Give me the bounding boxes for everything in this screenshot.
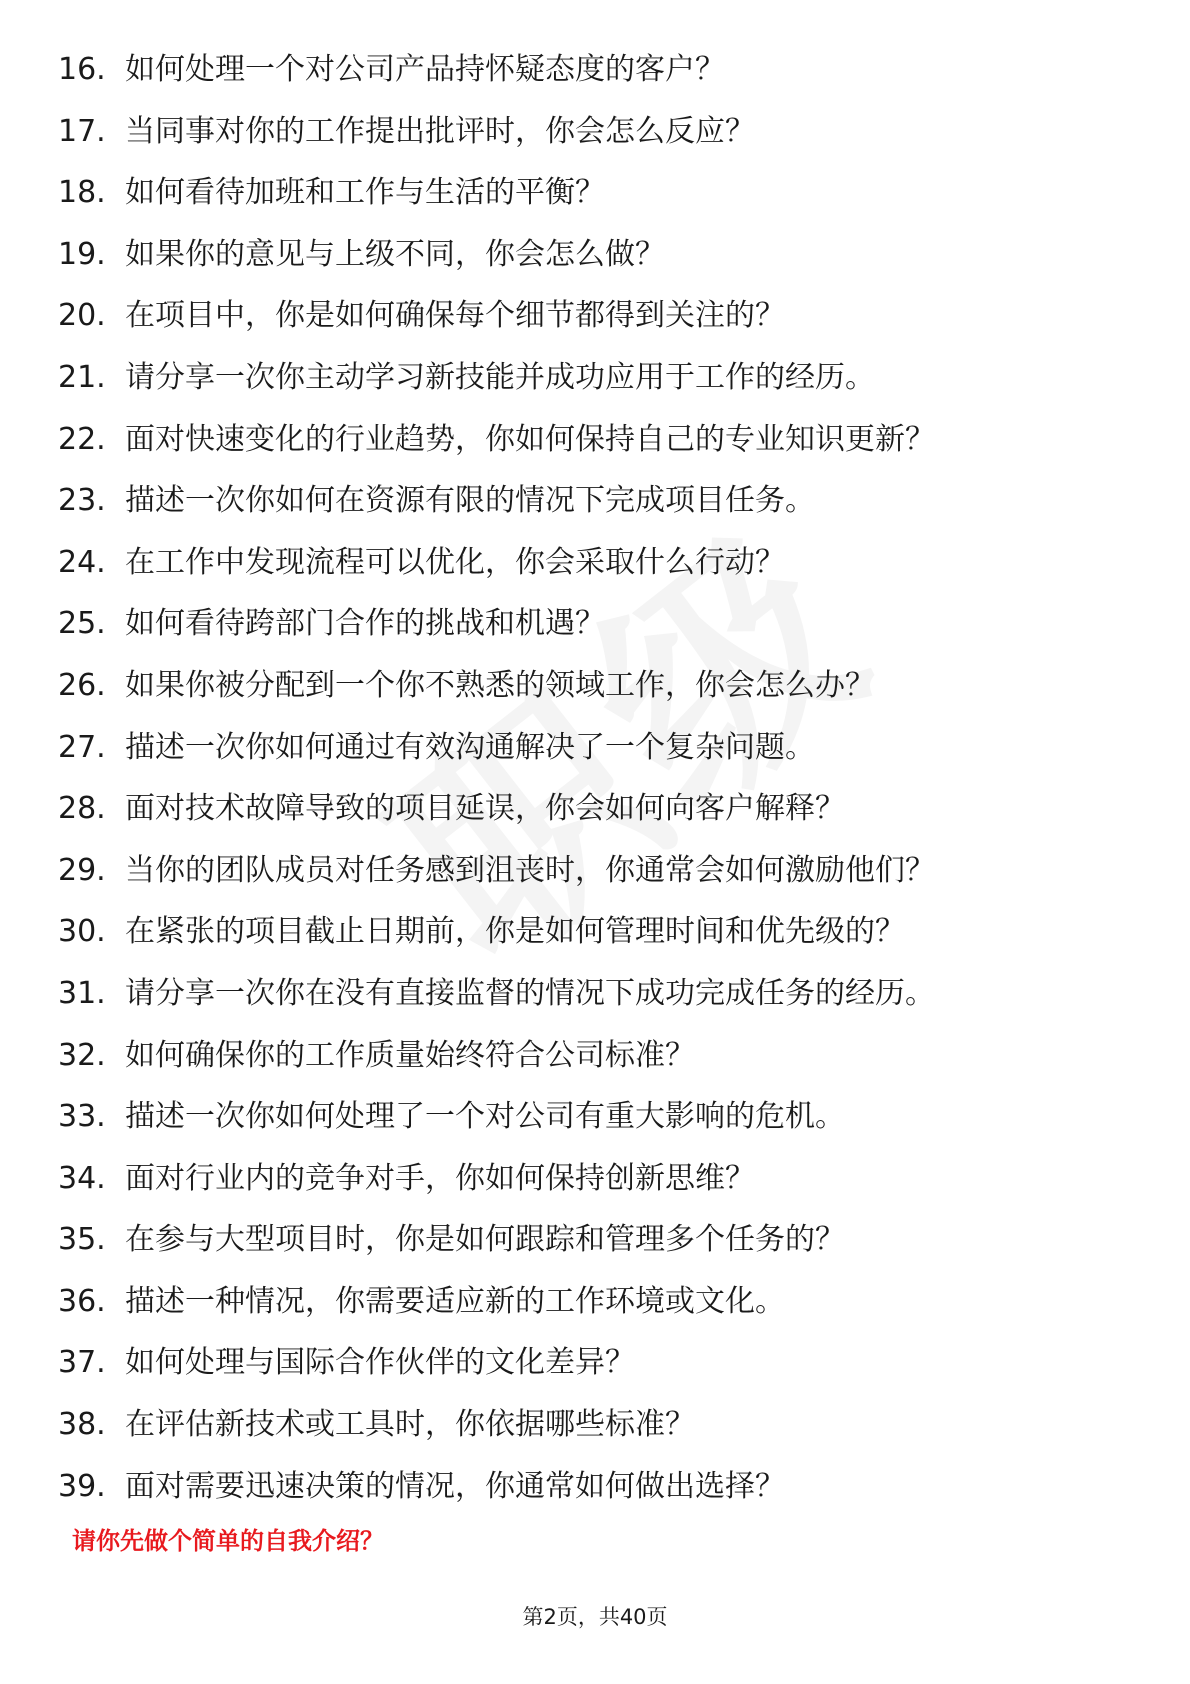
question-item	[58, 295, 1138, 357]
question-item	[58, 1342, 1138, 1404]
question-item	[58, 480, 1138, 542]
question-item	[58, 1035, 1138, 1097]
question-number: 17.	[58, 113, 106, 149]
question-number: 33.	[58, 1099, 106, 1135]
question-number: 29.	[58, 852, 106, 888]
question-number: 36.	[58, 1283, 106, 1319]
question-number: 24.	[58, 544, 106, 580]
question-text: 如果你被分配到一个你不熟悉的领域工作，你会怎么办？	[125, 667, 875, 703]
question-item	[58, 1096, 1138, 1158]
question-item	[58, 49, 1138, 111]
question-number: 25.	[58, 606, 106, 642]
question-number: 28.	[58, 791, 106, 827]
question-text: 如何看待加班和工作与生活的平衡？	[125, 175, 605, 211]
question-text: 描述一种情况，你需要适应新的工作环境或文化。	[125, 1283, 785, 1319]
question-number: 35.	[58, 1222, 106, 1258]
question-number: 26.	[58, 667, 106, 703]
intro-question-link[interactable]: 请你先做个简单的自我介绍？	[72, 1527, 384, 1555]
question-number: 22.	[58, 421, 106, 457]
question-text: 如何处理与国际合作伙伴的文化差异？	[125, 1345, 635, 1381]
question-text: 面对需要迅速决策的情况，你通常如何做出选择？	[125, 1468, 785, 1504]
question-number: 31.	[58, 975, 106, 1011]
question-text: 如果你的意见与上级不同，你会怎么做？	[125, 236, 665, 272]
question-text: 如何确保你的工作质量始终符合公司标准？	[125, 1037, 695, 1073]
question-text: 如何看待跨部门合作的挑战和机遇？	[125, 606, 605, 642]
question-number: 18.	[58, 175, 106, 211]
question-text: 面对快速变化的行业趋势，你如何保持自己的专业知识更新？	[125, 421, 935, 457]
question-item	[58, 603, 1138, 665]
question-number: 19.	[58, 236, 106, 272]
question-number: 21.	[58, 359, 106, 395]
question-item	[58, 111, 1138, 173]
question-item	[58, 973, 1138, 1035]
question-item	[58, 357, 1138, 419]
question-number: 34.	[58, 1160, 106, 1196]
question-number: 30.	[58, 914, 106, 950]
question-number: 16.	[58, 52, 106, 87]
question-item	[58, 788, 1138, 850]
question-text: 如何处理一个对公司产品持怀疑态度的客户？	[125, 52, 725, 87]
page-number: 第2页，共40页	[522, 1605, 668, 1629]
question-text: 面对行业内的竞争对手，你如何保持创新思维？	[125, 1160, 755, 1196]
question-text: 请分享一次你主动学习新技能并成功应用于工作的经历。	[125, 359, 875, 395]
question-item	[58, 850, 1138, 912]
question-text: 描述一次你如何处理了一个对公司有重大影响的危机。	[125, 1099, 845, 1135]
question-number: 23.	[58, 483, 106, 519]
question-number: 27.	[58, 729, 106, 765]
question-text: 描述一次你如何在资源有限的情况下完成项目任务。	[125, 483, 815, 519]
question-item	[58, 665, 1138, 727]
question-item	[58, 911, 1138, 973]
question-text: 在评估新技术或工具时，你依据哪些标准？	[125, 1407, 695, 1443]
question-text: 在紧张的项目截止日期前，你是如何管理时间和优先级的？	[125, 914, 905, 950]
question-number: 39.	[58, 1468, 106, 1504]
question-text: 当你的团队成员对任务感到沮丧时，你通常会如何激励他们？	[125, 852, 935, 888]
question-text: 当同事对你的工作提出批评时，你会怎么反应？	[125, 113, 755, 149]
question-number: 32.	[58, 1037, 106, 1073]
question-text: 在工作中发现流程可以优化，你会采取什么行动？	[125, 544, 785, 580]
question-item	[58, 1219, 1138, 1281]
question-item	[58, 542, 1138, 604]
question-text: 在参与大型项目时，你是如何跟踪和管理多个任务的？	[125, 1222, 845, 1258]
question-item	[58, 234, 1138, 296]
question-item	[58, 727, 1138, 789]
question-text: 请分享一次你在没有直接监督的情况下成功完成任务的经历。	[125, 975, 935, 1011]
question-text: 在项目中，你是如何确保每个细节都得到关注的？	[125, 298, 785, 334]
question-item	[58, 172, 1138, 234]
question-number: 37.	[58, 1345, 106, 1381]
question-number: 38.	[58, 1407, 106, 1443]
question-item	[58, 1404, 1138, 1466]
question-item	[58, 1158, 1138, 1220]
question-item	[58, 419, 1138, 481]
question-text: 描述一次你如何通过有效沟通解决了一个复杂问题。	[125, 729, 815, 765]
question-text: 面对技术故障导致的项目延误，你会如何向客户解释？	[125, 791, 845, 827]
question-list	[58, 49, 1138, 1527]
question-item	[58, 1466, 1138, 1528]
question-item	[58, 1281, 1138, 1343]
question-number: 20.	[58, 298, 106, 334]
